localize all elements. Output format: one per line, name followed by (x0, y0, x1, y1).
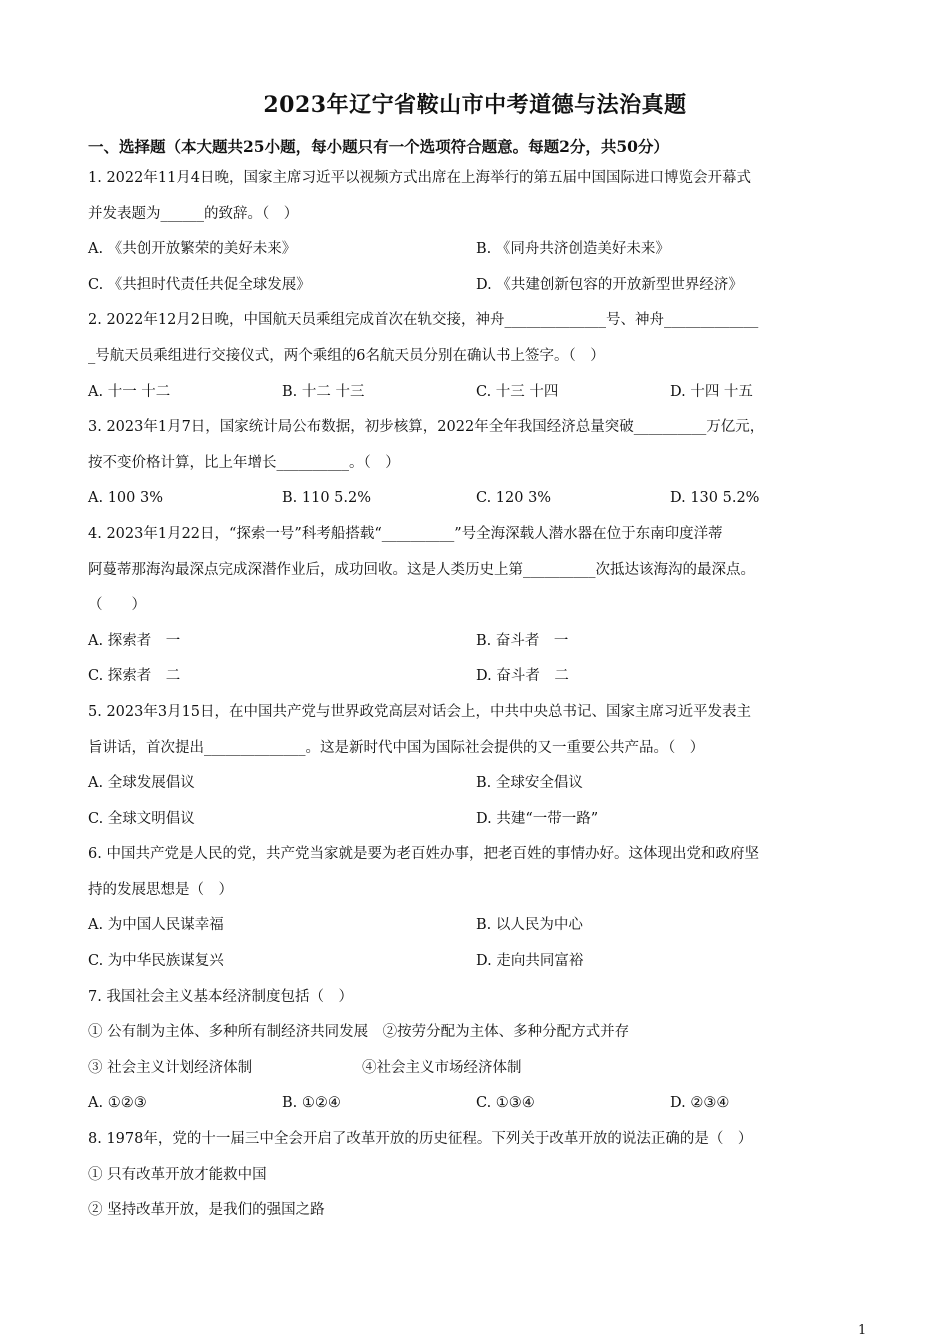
question-6 (88, 837, 868, 979)
option-b: B. 以人民为中心 (476, 917, 583, 934)
question-1 (88, 161, 868, 303)
option-c: C. ①③④ (476, 1095, 535, 1112)
question-text: 并发表题为______的致辞。（ ） (88, 205, 299, 222)
option-b: B. 奋斗者 一 (476, 632, 569, 649)
question-text: 5. 2023年3月15日，在中国共产党与世界政党高层对话会上，中共中央总书记、国家主席习近平发表主 (88, 703, 752, 720)
option-d: D. 十四 十五 (670, 383, 753, 400)
question-text: 1. 2022年11月4日晚，国家主席习近平以视频方式出席在上海举行的第五届中国国际进口博览会开幕式 (88, 170, 752, 186)
option-a: A. 为中国人民谋幸福 (88, 917, 224, 934)
statement-row (88, 1051, 868, 1087)
option-a: A. 全球发展倡议 (88, 775, 195, 792)
question-7 (88, 980, 868, 1122)
option-a: A. 100 3% (88, 490, 163, 507)
option-row (88, 944, 868, 980)
question-text: 4. 2023年1月22日，“探索一号”科考船搭载“__________”号全海深载人潜水器在位于东南印度洋蒂 (88, 525, 723, 542)
question-text: 3. 2023年1月7日，国家统计局公布数据，初步核算，2022年全年我国经济总量突破__________万亿元， (88, 419, 765, 436)
option-b: B. 全球安全倡议 (476, 775, 583, 792)
question-text: （ ） (88, 597, 146, 614)
question-list (88, 161, 868, 1229)
question-text: 8. 1978年，党的十一届三中全会开启了改革开放的历史征程。下列关于改革开放的说法正确的是（ ） (88, 1131, 753, 1148)
option-d: D. 《共建创新包容的开放新型世界经济》 (476, 276, 743, 293)
option-row (88, 268, 868, 304)
option-d: D. ②③④ (670, 1095, 730, 1112)
option-a: A. 十一 十二 (88, 383, 171, 400)
option-b: B. 《同舟共济创造美好未来》 (476, 241, 670, 258)
option-b: B. 十二 十三 (282, 383, 365, 400)
question-text: 持的发展思想是（ ） (88, 881, 233, 898)
question-text: 7. 我国社会主义基本经济制度包括（ ） (88, 988, 353, 1005)
option-a: A. ①②③ (88, 1095, 147, 1112)
statement: ③ 社会主义计划经济体制 (88, 1059, 253, 1076)
option-row (88, 802, 868, 838)
option-c: C. 120 3% (476, 490, 552, 507)
option-row (88, 481, 868, 517)
option-row (88, 766, 868, 802)
statement: ① 只有改革开放才能救中国 (88, 1166, 267, 1183)
option-c: C. 《共担时代责任共促全球发展》 (88, 276, 311, 293)
page-number: 1 (858, 1323, 867, 1338)
question-3 (88, 410, 868, 517)
option-b: B. 110 5.2% (282, 490, 371, 507)
question-text: 阿蔓蒂那海沟最深点完成深潜作业后，成功回收。这是人类历史上第__________次抵达该海沟的最深点。 (88, 561, 755, 578)
question-text: 6. 中国共产党是人民的党，共产党当家就是要为老百姓办事，把老百姓的事情办好。这体现出党和政府坚 (88, 846, 759, 863)
option-row (88, 232, 868, 268)
statement: ② 坚持改革开放，是我们的强国之路 (88, 1202, 325, 1219)
statement: ① 公有制为主体、多种所有制经济共同发展 ②按劳分配为主体、多种分配方式并存 (88, 1024, 630, 1041)
option-row (88, 624, 868, 660)
question-2 (88, 303, 868, 410)
section-heading: 一、选择题（本大题共25小题，每小题只有一个选项符合题意。每题2分，共50分） (88, 137, 669, 156)
option-row (88, 908, 868, 944)
option-d: D. 130 5.2% (670, 490, 760, 507)
option-d: D. 奋斗者 二 (476, 668, 569, 685)
option-row (88, 659, 868, 695)
question-text: 按不变价格计算，比上年增长__________。（ ） (88, 454, 400, 471)
option-a: A. 探索者 一 (88, 632, 181, 649)
question-4 (88, 517, 868, 695)
option-d: D. 走向共同富裕 (476, 953, 584, 970)
question-text: 2. 2022年12月2日晚，中国航天员乘组完成首次在轨交接，神舟______________号、神舟_____________ (88, 312, 759, 329)
statement: ④社会主义市场经济体制 (362, 1059, 522, 1076)
option-a: A. 《共创开放繁荣的美好未来》 (88, 241, 297, 258)
option-c: C. 探索者 二 (88, 668, 181, 685)
question-8 (88, 1122, 868, 1229)
question-text: 旨讲话，首次提出______________。这是新时代中国为国际社会提供的又一重要公共产品。（ ） (88, 739, 705, 756)
option-c: C. 全球文明倡议 (88, 810, 195, 827)
option-row (88, 1086, 868, 1122)
option-c: C. 为中华民族谋复兴 (88, 953, 224, 970)
question-5 (88, 695, 868, 837)
option-row (88, 375, 868, 411)
option-b: B. ①②④ (282, 1095, 341, 1112)
question-text: _号航天员乘组进行交接仪式，两个乘组的6名航天员分别在确认书上签字。（ ） (88, 347, 605, 364)
option-c: C. 十三 十四 (476, 383, 559, 400)
option-d: D. 共建“一带一路” (476, 810, 599, 827)
page-title: 2023年辽宁省鞍山市中考道德与法治真题 (263, 92, 687, 118)
